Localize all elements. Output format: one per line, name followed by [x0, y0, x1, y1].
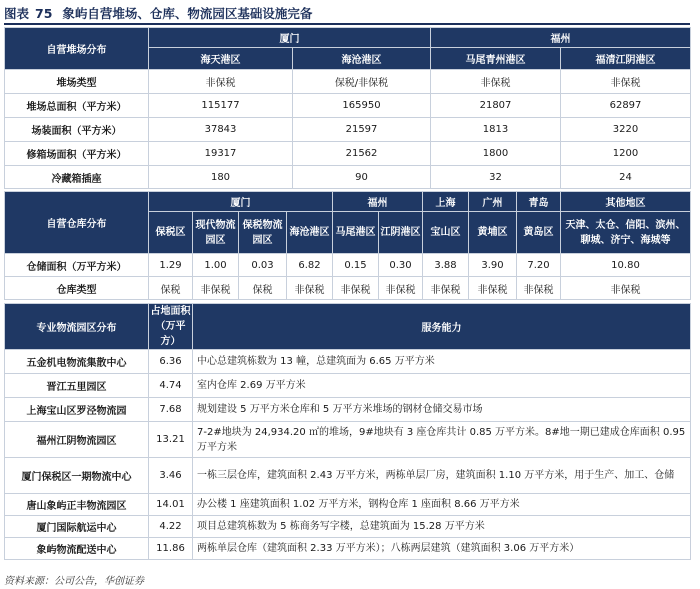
- cell: 非保税: [333, 277, 379, 300]
- cell: 非保税: [379, 277, 423, 300]
- yard-table: [4, 27, 691, 189]
- row-label: 堆场类型: [5, 70, 149, 94]
- table-row: [5, 458, 691, 494]
- cell: 37843: [149, 118, 293, 142]
- cell: 1.00: [193, 254, 239, 277]
- park-desc: 室内仓库 2.69 万平方米: [193, 374, 691, 398]
- table-row: [5, 350, 691, 374]
- park-area: 7.68: [149, 398, 193, 422]
- cell: 90: [293, 166, 431, 189]
- cell: 非保税: [561, 277, 691, 300]
- row-label: 仓储面积（万平方米）: [5, 254, 149, 277]
- cell: 1800: [431, 142, 561, 166]
- table-row: [5, 374, 691, 398]
- park-name: 厦门保税区一期物流中心: [5, 458, 149, 494]
- park-name: 福州江阴物流园区: [5, 422, 149, 458]
- yard-city-fuzhou: 福州: [431, 28, 691, 48]
- cell: 保税: [149, 277, 193, 300]
- cell: 1200: [561, 142, 691, 166]
- cell: 0.03: [239, 254, 287, 277]
- park-name: 五金机电物流集散中心: [5, 350, 149, 374]
- park-area: 6.36: [149, 350, 193, 374]
- row-label: 冷藏箱插座: [5, 166, 149, 189]
- table-row: [5, 254, 691, 277]
- park-desc: 中心总建筑栋数为 13 幢，总建筑面为 6.65 万平方米: [193, 350, 691, 374]
- source-note: 资料来源：公司公告，华创证券: [4, 576, 144, 587]
- table-row: [5, 398, 691, 422]
- park-area: 4.22: [149, 516, 193, 538]
- cell: 非保税: [287, 277, 333, 300]
- park-area: 13.21: [149, 422, 193, 458]
- row-label: 场装面积（平方米）: [5, 118, 149, 142]
- park-desc: 规划建设 5 万平方米仓库和 5 万平方米堆场的钢材仓储交易市场: [193, 398, 691, 422]
- cell: 10.80: [561, 254, 691, 277]
- yard-col-header: 福清江阴港区: [561, 48, 691, 70]
- table-row: [5, 422, 691, 458]
- table-row: [5, 118, 691, 142]
- park-name: 唐山象屿正丰物流园区: [5, 494, 149, 516]
- figure-prefix: 图表: [4, 6, 30, 21]
- warehouse-col-header: 现代物流园区: [193, 212, 239, 254]
- cell: 保税/非保税: [293, 70, 431, 94]
- cell: 0.15: [333, 254, 379, 277]
- cell: 1.29: [149, 254, 193, 277]
- cell: 1813: [431, 118, 561, 142]
- warehouse-group-fuzhou: 福州: [333, 192, 423, 212]
- park-area: 14.01: [149, 494, 193, 516]
- table-row: [5, 494, 691, 516]
- warehouse-col-header: 黄岛区: [517, 212, 561, 254]
- warehouse-col-header: 江阴港区: [379, 212, 423, 254]
- cell: 非保税: [193, 277, 239, 300]
- cell: 3.90: [469, 254, 517, 277]
- warehouse-group-shanghai: 上海: [423, 192, 469, 212]
- park-desc: 一栋三层仓库，建筑面积 2.43 万平方米，两栋单层厂房，建筑面积 1.10 万平方米，用于生产、加工、仓储: [193, 458, 691, 494]
- cell: 0.30: [379, 254, 423, 277]
- cell: 保税: [239, 277, 287, 300]
- cell: 非保税: [431, 70, 561, 94]
- cell: 24: [561, 166, 691, 189]
- warehouse-col-header: 天津、太仓、信阳、滨州、聊城、济宁、海城等: [561, 212, 691, 254]
- table-row: [5, 142, 691, 166]
- park-area: 3.46: [149, 458, 193, 494]
- title-rule: [4, 23, 690, 25]
- row-label: 堆场总面积（平方米）: [5, 94, 149, 118]
- cell: 180: [149, 166, 293, 189]
- park-area: 4.74: [149, 374, 193, 398]
- warehouse-col-header: 黄埔区: [469, 212, 517, 254]
- warehouse-col-header: 马尾港区: [333, 212, 379, 254]
- cell: 非保税: [149, 70, 293, 94]
- table-row: [5, 70, 691, 94]
- table-row: [5, 277, 691, 300]
- yard-col-header: 马尾青州港区: [431, 48, 561, 70]
- warehouse-col-header: 海沧港区: [287, 212, 333, 254]
- figure-number: 75: [35, 6, 53, 21]
- table-row: [5, 516, 691, 538]
- cell: 3.88: [423, 254, 469, 277]
- cell: 6.82: [287, 254, 333, 277]
- cell: 非保税: [517, 277, 561, 300]
- warehouse-col-header: 保税物流园区: [239, 212, 287, 254]
- warehouse-group-guangzhou: 广州: [469, 192, 517, 212]
- figure-title-text: 象屿自营堆场、仓库、物流园区基础设施完备: [62, 6, 313, 21]
- cell: 21562: [293, 142, 431, 166]
- park-service-header: 服务能力: [193, 304, 691, 350]
- cell: 21597: [293, 118, 431, 142]
- cell: 115177: [149, 94, 293, 118]
- park-name: 厦门国际航运中心: [5, 516, 149, 538]
- warehouse-col-header: 宝山区: [423, 212, 469, 254]
- yard-city-xiamen: 厦门: [149, 28, 431, 48]
- park-area-header: 占地面积（万平方）: [149, 304, 193, 350]
- warehouse-group-xiamen: 厦门: [149, 192, 333, 212]
- park-name: 上海宝山区罗泾物流园: [5, 398, 149, 422]
- table-row: [5, 166, 691, 189]
- cell: 非保税: [469, 277, 517, 300]
- warehouse-section-header: 自营仓库分布: [5, 192, 149, 254]
- park-desc: 7-2#地块为 24,934.20 ㎡的堆场，9#地块有 3 座仓库共计 0.85 万平方米。8#地一期已建成仓库面积 0.95 万平方米: [193, 422, 691, 458]
- park-area: 11.86: [149, 538, 193, 560]
- yard-col-header: 海沧港区: [293, 48, 431, 70]
- cell: 非保税: [561, 70, 691, 94]
- warehouse-group-other: 其他地区: [561, 192, 691, 212]
- cell: 7.20: [517, 254, 561, 277]
- park-name: 象屿物流配送中心: [5, 538, 149, 560]
- warehouse-group-qingdao: 青岛: [517, 192, 561, 212]
- table-row: [5, 538, 691, 560]
- cell: 165950: [293, 94, 431, 118]
- park-table: [4, 303, 691, 560]
- park-desc: 项目总建筑栋数为 5 栋商务写字楼，总建筑面为 15.28 万平方米: [193, 516, 691, 538]
- warehouse-col-header: 保税区: [149, 212, 193, 254]
- park-desc: 两栋单层仓库（建筑面积 2.33 万平方米）；八栋两层建筑（建筑面积 3.06 万平方米）: [193, 538, 691, 560]
- figure-title: [4, 4, 312, 22]
- cell: 21807: [431, 94, 561, 118]
- park-section-header: 专业物流园区分布: [5, 304, 149, 350]
- cell: 32: [431, 166, 561, 189]
- warehouse-table: [4, 191, 691, 300]
- table-row: [5, 94, 691, 118]
- row-label: 仓库类型: [5, 277, 149, 300]
- yard-col-header: 海天港区: [149, 48, 293, 70]
- park-desc: 办公楼 1 座建筑面积 1.02 万平方米，钢构仓库 1 座面积 8.66 万平方米: [193, 494, 691, 516]
- cell: 非保税: [423, 277, 469, 300]
- park-name: 晋江五里园区: [5, 374, 149, 398]
- cell: 3220: [561, 118, 691, 142]
- cell: 19317: [149, 142, 293, 166]
- yard-section-header: 自营堆场分布: [5, 28, 149, 70]
- cell: 62897: [561, 94, 691, 118]
- row-label: 修箱场面积（平方米）: [5, 142, 149, 166]
